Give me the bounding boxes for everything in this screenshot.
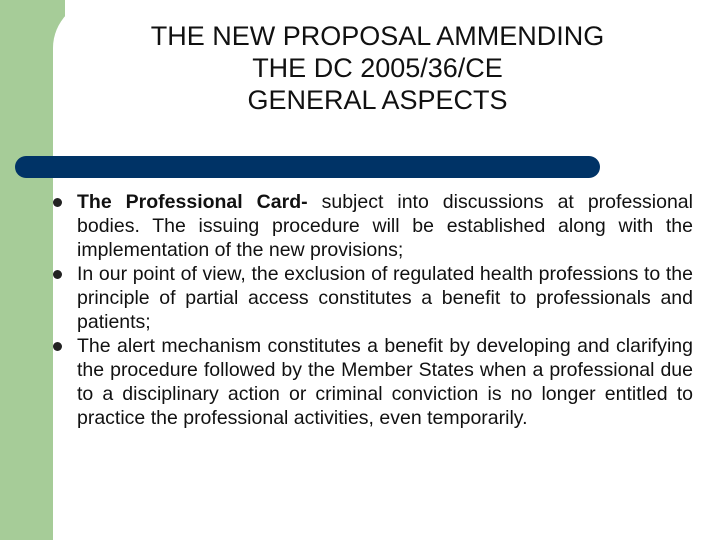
bullet-icon xyxy=(53,198,62,207)
title-line: THE NEW PROPOSAL AMMENDING xyxy=(150,21,605,51)
list-item xyxy=(53,190,693,262)
bullet-text: The alert mechanism constitutes a benefit by developing and clarifying the procedure followed by the Member States when a professional due to a disciplinary action or criminal conviction is no longer entitled to practice the professional activities, even temporarily. xyxy=(77,335,693,429)
title-divider-bar xyxy=(15,156,600,178)
title-line: THE DC 2005/36/CE xyxy=(252,53,503,83)
bullet-list xyxy=(53,190,693,430)
slide-title xyxy=(90,20,665,116)
bullet-icon xyxy=(53,270,62,279)
bullet-text: In our point of view, the exclusion of regulated health professions to the principle of partial access constitutes a benefit to professionals and patients; xyxy=(77,263,693,333)
title-line: GENERAL ASPECTS xyxy=(247,85,508,115)
left-green-bar xyxy=(0,0,53,540)
bullet-text: subject into discussions at professional bodies. The issuing procedure will be established along with the implementation of the new provisions; xyxy=(77,191,693,261)
bullet-icon xyxy=(53,342,62,351)
list-item xyxy=(53,262,693,334)
bullet-lead: The Professional Card- xyxy=(77,191,308,213)
list-item xyxy=(53,334,693,430)
